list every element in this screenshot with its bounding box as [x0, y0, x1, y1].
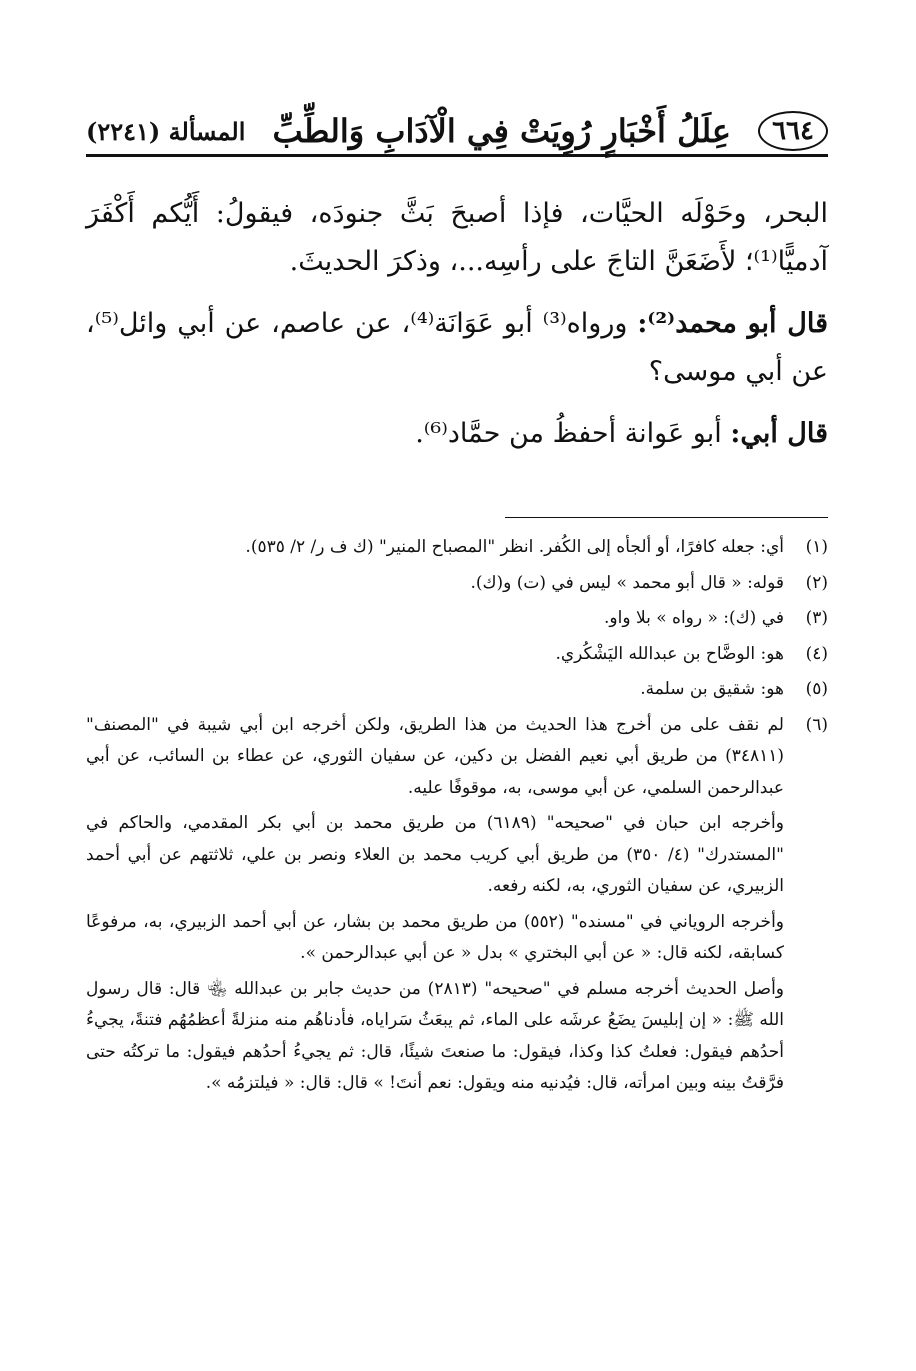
- main-text: [86, 190, 828, 472]
- page-number: ٦٦٤: [758, 111, 828, 151]
- footnote-number: (٥): [805, 679, 828, 699]
- footnote: [86, 568, 828, 604]
- footnotes: [86, 532, 828, 1104]
- footnote-divider: [505, 517, 828, 518]
- paragraph-text: أبو عَوانة أحفظُ من حمَّاد⁽⁶⁾.: [415, 418, 722, 449]
- speaker-label: قال أبو محمد⁽²⁾:: [637, 308, 828, 339]
- footnote-number: (٣): [805, 608, 828, 628]
- main-paragraph-2: [86, 300, 828, 396]
- footnote: [86, 603, 828, 639]
- footnote-text: قوله: « قال أبو محمد » ليس في (ت) و(ك).: [470, 572, 784, 593]
- footnote-number: (٢): [805, 572, 828, 593]
- footnote-number: (١): [805, 537, 828, 557]
- footnote-text: لم نقف على من أخرج هذا الحديث من هذا الطريق، ولكن أخرجه ابن أبي شيبة في "المصنف" (٣٤٨١١) من طريق أبي نعيم الفضل بن دكين، عن سفيان الثوري، عن عطاء بن السائب، عن أبي عبدالرحمن السلمي، عن أبي موسى، به، موقوفًا عليه.: [86, 714, 784, 798]
- footnote-text: هو: الوضَّاح بن عبدالله اليَشْكُري.: [555, 643, 784, 664]
- footnote-text: أي: جعله كافرًا، أو ألجأه إلى الكُفر. انظر "المصباح المنير" (ك ف ر/ ٢/ ٥٣٥).: [245, 537, 784, 557]
- footnote-text: في (ك): « رواه » بلا واو.: [604, 608, 784, 628]
- running-title: عِلَلُ أَخْبَارٍ رُوِيَتْ فِي الْآدَابِ وَالطِّبِّ: [272, 112, 731, 150]
- footnote-text: هو: شقيق بن سلمة.: [640, 679, 784, 699]
- footnote-number: (٦): [805, 714, 828, 735]
- footnote: [86, 674, 828, 710]
- footnote-text: وأصل الحديث أخرجه مسلم في "صحيحه" (٢٨١٣) من حديث جابر بن عبدالله ﵄ قال: قال رسول الله ﷺ: « إن إبليسَ يضَعُ عرشَه على الماء، ثم يبعَثُ سَراياه، فأدناهُم منه منزلةً أعظمُهُم فتنةً، يجيءُ أحدُهم فيقول: فعلتُ كذا وكذا، فيقول: ما صنعتَ شيئًا، قال: ثم يجيءُ أحدُهم فيقول: ما تركتُه حتى فرَّقتُ بينه وبين امرأته، قال: فيُدنيه منه ويقول: نعم أنتَ! » قال: قال: « فيلتزمُه ».: [86, 978, 784, 1093]
- issue-label: المسألة (٢٢٤١): [86, 116, 246, 146]
- main-paragraph-1: البحر، وحَوْلَه الحيَّات، فإذا أصبحَ بَثَّ جنودَه، فيقولُ: أَيُّكم أَكْفَرَ آدميًّا⁽¹⁾؛ لأَضَعَنَّ التاجَ على رأسِه...، وذكرَ الحديثَ.: [86, 198, 828, 277]
- main-paragraph-3: [86, 410, 828, 458]
- footnote: [86, 532, 828, 568]
- footnote-number: (٤): [805, 643, 828, 664]
- page-header: [86, 108, 828, 157]
- footnote: [86, 639, 828, 675]
- speaker-label: قال أبي:: [730, 418, 828, 449]
- footnote-text: وأخرجه الروياني في "مسنده" (٥٥٢) من طريق محمد بن بشار، عن أبي أحمد الزبيري، به، مرفوعًا كسابقه، لكنه قال: « عن أبي البختري » بدل « عن أبي عبدالرحمن ».: [86, 911, 784, 963]
- paragraph-text: ورواه⁽³⁾ أبو عَوَانَة⁽⁴⁾، عن عاصم، عن أبي وائل⁽⁵⁾، عن أبي موسى؟: [86, 308, 828, 387]
- footnote: [86, 710, 828, 1104]
- footnote-text: وأخرجه ابن حبان في "صحيحه" (٦١٨٩) من طريق محمد بن أبي بكر المقدمي، والحاكم في "المستدرك" (٤/ ٣٥٠) من طريق أبي كريب محمد بن العلاء ونصر بن علي، ثلاثتهم عن أبي أحمد الزبيري، عن سفيان الثوري، به، لكنه رفعه.: [86, 813, 784, 896]
